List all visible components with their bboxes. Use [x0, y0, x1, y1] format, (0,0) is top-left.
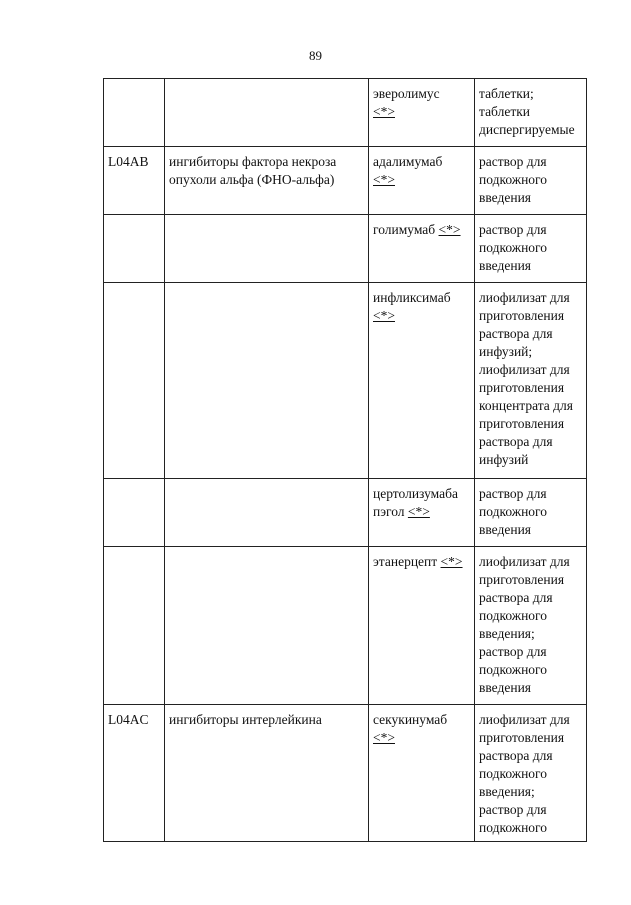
form-cell: таблетки; таблетки диспергируемые [475, 79, 587, 147]
group-cell [165, 283, 369, 479]
drug-cell [369, 283, 475, 479]
atc-code-cell [104, 547, 165, 705]
table-row [104, 479, 587, 547]
table-row [104, 705, 587, 842]
table-row [104, 147, 587, 215]
form-cell: лиофилизат для приготовления раствора для подкожного введения; раствор для подкожного [475, 705, 587, 842]
group-cell: ингибиторы интерлейкина [165, 705, 369, 842]
table-row [104, 79, 587, 147]
drug-name: эверолимус [373, 86, 440, 101]
group-cell: ингибиторы фактора некроза опухоли альфа (ФНО-альфа) [165, 147, 369, 215]
drug-cell [369, 79, 475, 147]
note-link[interactable]: <*> [373, 730, 395, 745]
atc-code-cell [104, 283, 165, 479]
group-cell [165, 547, 369, 705]
form-cell: лиофилизат для приготовления раствора для подкожного введения; раствор для подкожного введения [475, 547, 587, 705]
drug-name: инфликсимаб [373, 290, 451, 305]
atc-code-cell [104, 479, 165, 547]
note-link[interactable]: <*> [373, 308, 395, 323]
form-cell: лиофилизат для приготовления раствора для инфузий; лиофилизат для приготовления концентрата для приготовления раствора для инфузий [475, 283, 587, 479]
table-row [104, 283, 587, 479]
note-link[interactable]: <*> [440, 554, 463, 569]
drug-cell [369, 547, 475, 705]
group-cell [165, 479, 369, 547]
group-cell [165, 215, 369, 283]
note-link[interactable]: <*> [438, 222, 461, 237]
note-link[interactable]: <*> [373, 104, 395, 119]
group-cell [165, 79, 369, 147]
drug-name: голимумаб [373, 222, 436, 237]
drug-name: этанерцепт [373, 554, 438, 569]
note-link[interactable]: <*> [407, 504, 430, 519]
form-cell: раствор для подкожного введения [475, 147, 587, 215]
drug-name: цертолизумаба пэгол [373, 486, 458, 519]
drug-name: секукинумаб [373, 712, 448, 727]
page-number: 89 [309, 48, 322, 63]
form-cell: раствор для подкожного введения [475, 479, 587, 547]
atc-code-cell [104, 215, 165, 283]
drug-cell [369, 705, 475, 842]
table-row [104, 547, 587, 705]
atc-code-cell: L04AC [104, 705, 165, 842]
atc-code-cell: L04AB [104, 147, 165, 215]
drug-table [103, 78, 587, 842]
drug-cell [369, 215, 475, 283]
form-cell: раствор для подкожного введения [475, 215, 587, 283]
drug-cell [369, 479, 475, 547]
table-row [104, 215, 587, 283]
note-link[interactable]: <*> [373, 172, 395, 187]
atc-code-cell [104, 79, 165, 147]
drug-name: адалимумаб [373, 154, 443, 169]
drug-cell [369, 147, 475, 215]
